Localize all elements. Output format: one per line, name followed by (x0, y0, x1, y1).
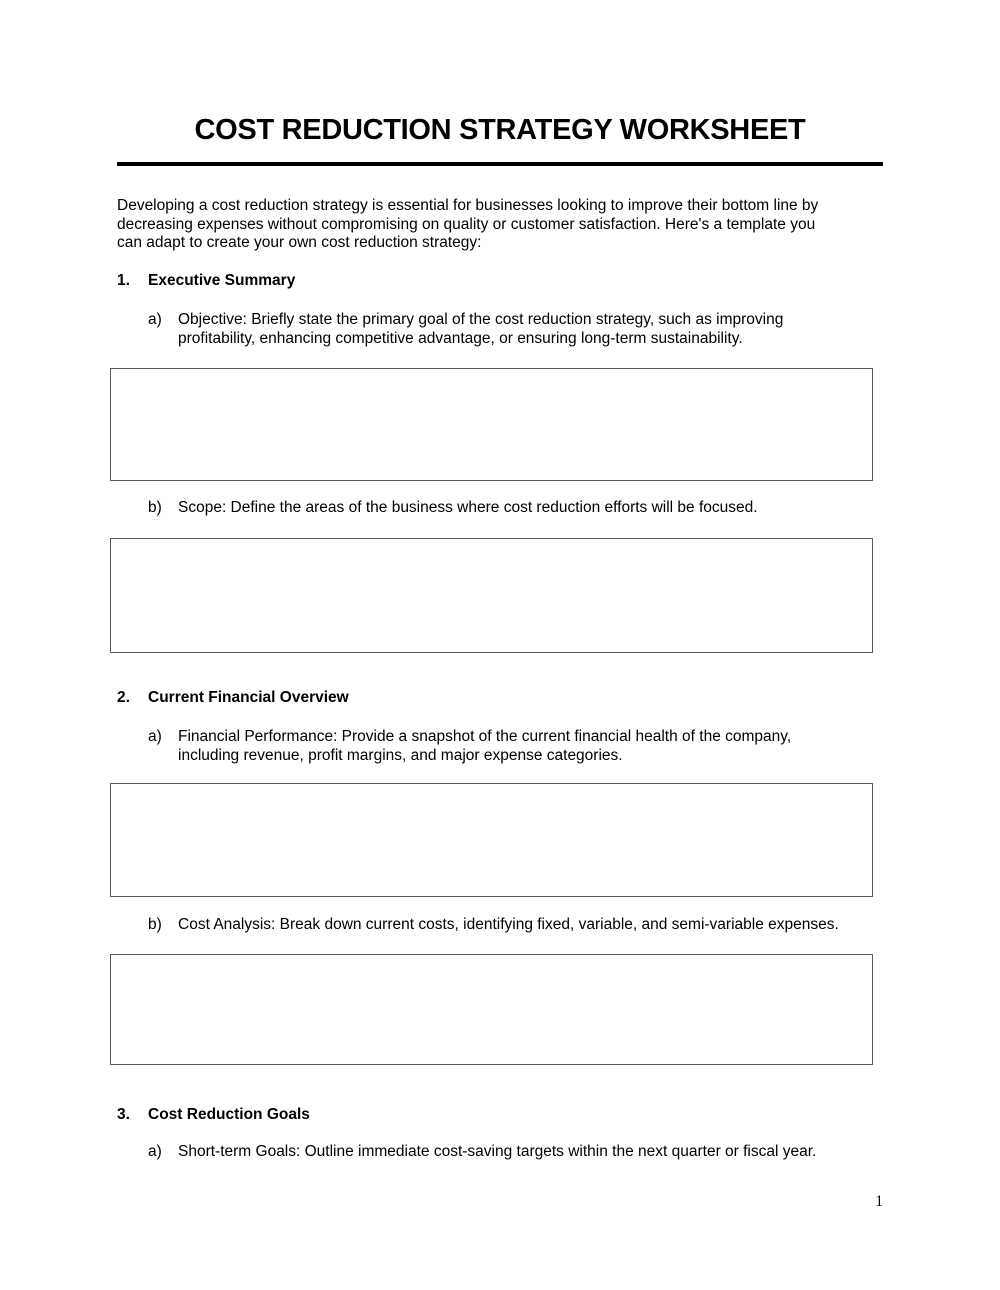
section-1-number: 1. (117, 272, 130, 289)
section-3-heading (117, 1106, 310, 1125)
list-item-1a-text: Objective: Briefly state the primary goal of the cost reduction strategy, such as improving profitability, enhancing competitive advantage, or ensuring long-term sustainability. (178, 311, 784, 347)
list-item-2b (148, 916, 908, 935)
document-title: COST REDUCTION STRATEGY WORKSHEET (194, 114, 806, 146)
list-item-2b-text: Cost Analysis: Break down current costs, identifying fixed, variable, and semi-variable expenses. (178, 916, 839, 933)
list-item-1a (148, 311, 908, 348)
list-item-2a-text: Financial Performance: Provide a snapshot of the current financial health of the company, including revenue, profit margins, and major expense categories. (178, 728, 792, 764)
list-item-2a (148, 728, 908, 765)
section-1-title: Executive Summary (148, 272, 296, 289)
list-item-1b (148, 499, 908, 518)
list-item-3a (148, 1143, 908, 1162)
section-2-heading (117, 689, 349, 708)
section-1-heading (117, 272, 295, 291)
page-number: 1 (875, 1193, 883, 1210)
list-item-1b-text: Scope: Define the areas of the business where cost reduction efforts will be focused. (178, 499, 758, 516)
list-item-3a-text: Short-term Goals: Outline immediate cost-saving targets within the next quarter or fiscal year. (178, 1143, 817, 1160)
section-3-number: 3. (117, 1106, 130, 1123)
list-item-2b-letter: b) (148, 916, 162, 933)
section-3-title: Cost Reduction Goals (148, 1106, 310, 1123)
title-rule (117, 162, 883, 166)
list-item-1b-letter: b) (148, 499, 162, 516)
list-item-3a-letter: a) (148, 1143, 162, 1160)
input-box-financial-performance[interactable] (110, 783, 873, 897)
list-item-1a-letter: a) (148, 311, 162, 328)
input-box-objective[interactable] (110, 368, 873, 481)
input-box-scope[interactable] (110, 538, 873, 653)
intro-paragraph: Developing a cost reduction strategy is essential for businesses looking to improve their bottom line by decreasing expenses without compromising on quality or customer satisfaction. Here's a template you can adapt to create your own cost reduction strategy: (117, 197, 819, 252)
list-item-2a-letter: a) (148, 728, 162, 745)
input-box-cost-analysis[interactable] (110, 954, 873, 1065)
section-2-number: 2. (117, 689, 130, 706)
section-2-title: Current Financial Overview (148, 689, 349, 706)
